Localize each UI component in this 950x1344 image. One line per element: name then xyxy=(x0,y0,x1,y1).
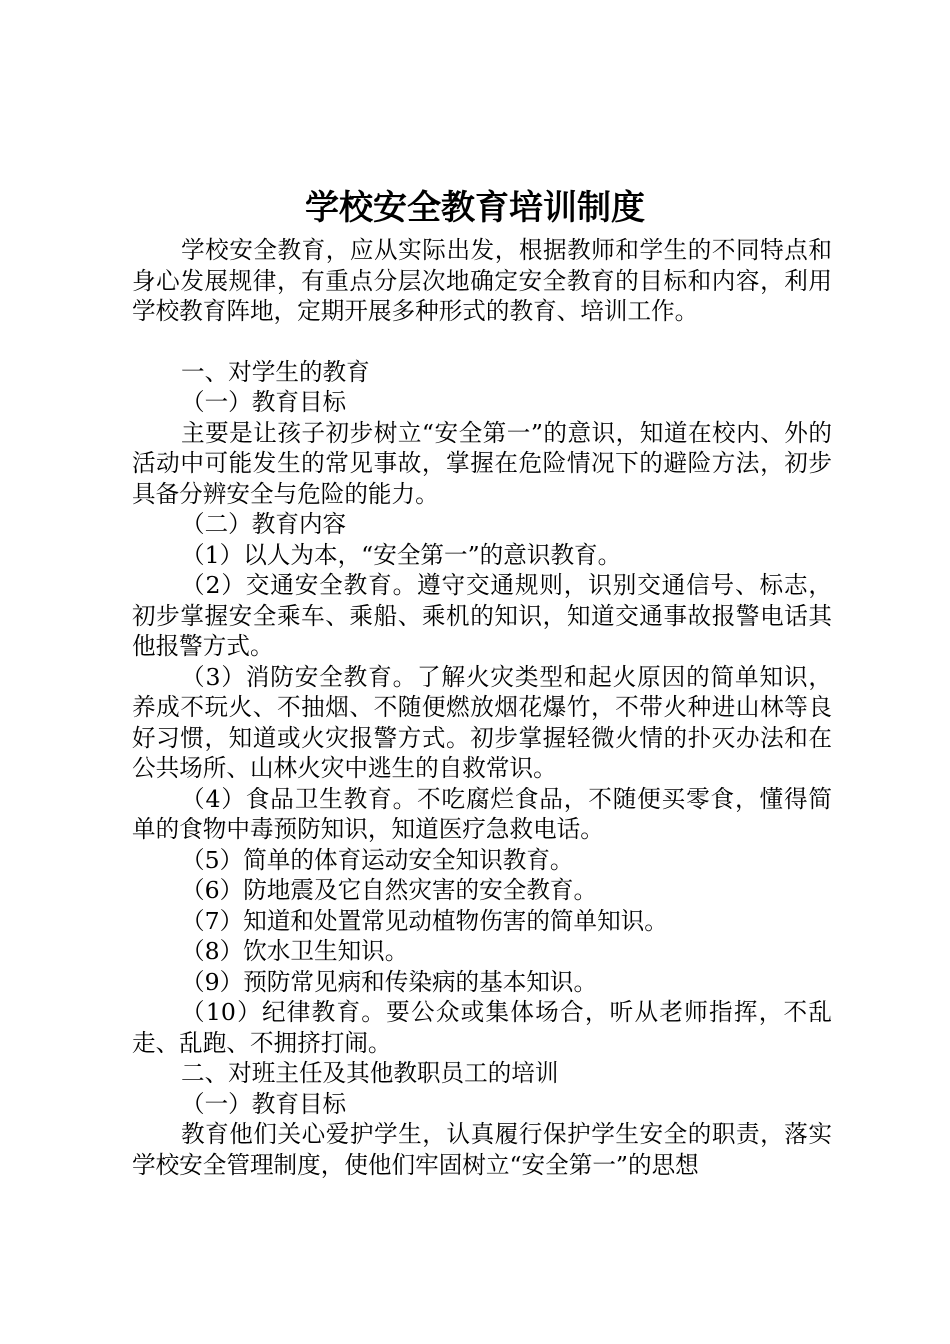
body-paragraph: 教育他们关心爱护学生，认真履行保护学生安全的职责，落实学校安全管理制度，使他们牢固树立“安全第一”的思想 xyxy=(132,1120,832,1179)
section-heading: 二、对班主任及其他教职员工的培训 xyxy=(181,1059,559,1087)
paragraph-spacer xyxy=(132,327,832,357)
list-item: （7）知道和处置常见动植物伤害的简单知识。 xyxy=(181,906,668,935)
list-item: （1）以人为本，“安全第一”的意识教育。 xyxy=(181,540,622,569)
intro-paragraph: 学校安全教育，应从实际出发，根据教师和学生的不同特点和身心发展规律，有重点分层次地确定安全教育的目标和内容，利用学校教育阵地，定期开展多种形式的教育、培训工作。 xyxy=(132,236,832,325)
list-item: （8）饮水卫生知识。 xyxy=(181,937,409,965)
list-item: （4）食品卫生教育。不吃腐烂食品，不随便买零食，懂得简单的食物中毒预防知识，知道医疗急救电话。 xyxy=(132,784,832,843)
subsection-heading: （一）教育目标 xyxy=(181,1089,347,1118)
list-item: （2）交通安全教育。遵守交通规则，识别交通信号、标志，初步掌握安全乘车、乘船、乘机的知识，知道交通事故报警电话其他报警方式。 xyxy=(132,571,832,660)
subsection-heading: （二）教育内容 xyxy=(181,510,347,538)
list-item: （3）消防安全教育。了解火灾类型和起火原因的简单知识，养成不玩火、不抽烟、不随便燃放烟花爆竹，不带火种进山林等良好习惯，知道或火灾报警方式。初步掌握轻微火情的扑灭办法和在公共场所、山林火灾中逃生的自救常识。 xyxy=(132,662,832,782)
list-item: （9）预防常见病和传染病的基本知识。 xyxy=(181,967,598,996)
section-heading: 一、对学生的教育 xyxy=(181,357,370,386)
document-title: 学校安全教育培训制度 xyxy=(305,188,645,228)
body-paragraph: 主要是让孩子初步树立“安全第一”的意识，知道在校内、外的活动中可能发生的常见事故，掌握在危险情况下的避险方法，初步具备分辨安全与危险的能力。 xyxy=(132,418,832,508)
subsection-heading: （一）教育目标 xyxy=(181,388,347,416)
document-body xyxy=(132,235,832,1180)
list-item: （10）纪律教育。要公众或集体场合，听从老师指挥，不乱走、乱跑、不拥挤打闹。 xyxy=(132,998,832,1057)
list-item: （6）防地震及它自然灾害的安全教育。 xyxy=(181,876,598,904)
list-item: （5）简单的体育运动安全知识教育。 xyxy=(181,845,574,874)
